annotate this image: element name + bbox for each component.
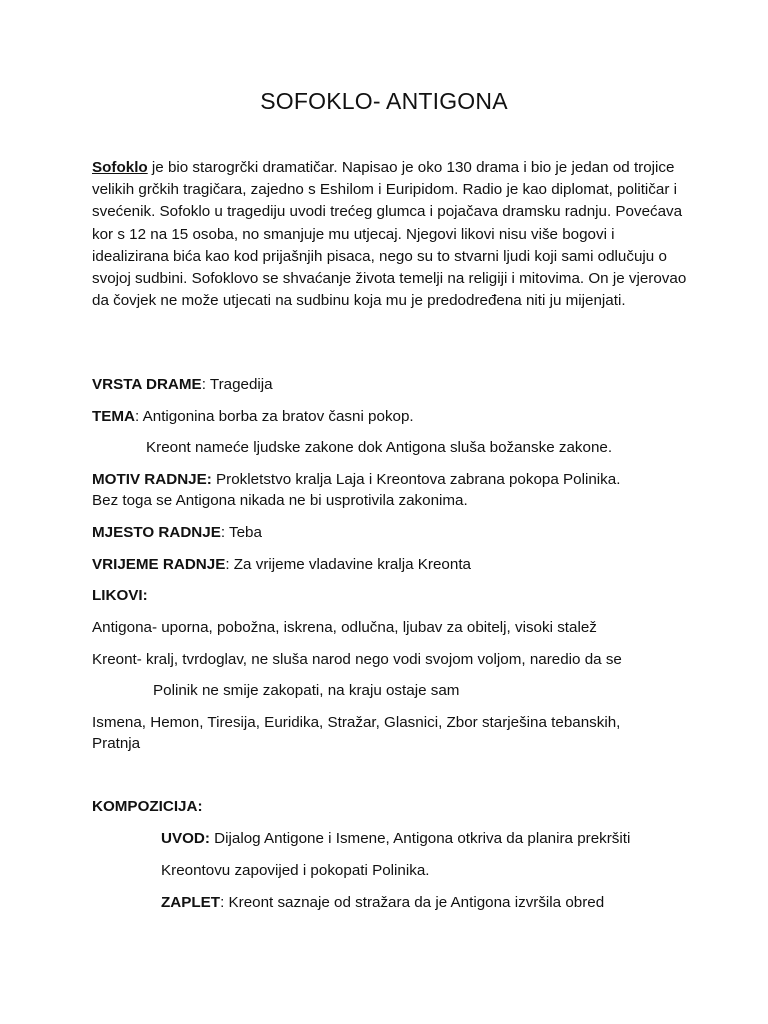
likovi-ostali-line-2: Pratnja <box>92 735 141 752</box>
motiv-radnje-value: Prokletstvo kralja Laja i Kreontova zabrana pokopa Polinika. <box>211 471 621 488</box>
mjesto-radnje-label: MJESTO RADNJE <box>92 524 221 541</box>
likovi-antigona: Antigona- uporna, pobožna, iskrena, odlučna, ljubav za obitelj, visoki stalež <box>92 619 597 636</box>
author-name: Sofoklo <box>92 159 148 176</box>
tema-continuation: Kreont nameće ljudske zakone dok Antigona sluša božanske zakone. <box>146 439 613 456</box>
tema-label: TEMA <box>92 408 136 425</box>
uvod-label: UVOD: <box>161 830 210 847</box>
vrijeme-radnje-value: : Za vrijeme vladavine kralja Kreonta <box>225 556 471 573</box>
vrijeme-radnje-label: VRIJEME RADNJE <box>92 556 226 573</box>
mjesto-radnje-line <box>92 523 712 543</box>
zaplet-text: : Kreont saznaje od stražara da je Antigona izvršila obred <box>220 894 605 911</box>
intro-text: je bio starogrčki dramatičar. Napisao je oko 130 drama i bio je jedan od trojice velikih grčkih tragičara, zajedno s Eshilom i Euripidom. Radio je kao diplomat, političar i svećenik. Sofoklo u tragediju uvodi trećeg glumca i pojačava dramsku radnju. Povećava kor s 12 na 15 osoba, no smanjuje mu utjecaj. Njegovi likovi nisu više bogovi i idealizirana bića kao kod prijašnjih pisaca, nego su to stvarni ljudi koji sami odlučuju o svojoj sudbini. Sofoklovo se shvaćanje života temelji na religiji i mitovima. On je vjerovao da čovjek ne može utjecati na sudbinu koja mu je predodređena niti ju mijenjati. <box>92 159 687 310</box>
mjesto-radnje-value: : Teba <box>220 524 262 541</box>
vrsta-drame-value: : Tragedija <box>201 376 273 393</box>
likovi-kreont: Kreont- kralj, tvrdoglav, ne sluša narod nego vodi svojom voljom, naredio da se <box>92 651 622 668</box>
uvod-line <box>161 829 768 849</box>
page-title: SOFOKLO- ANTIGONA <box>260 88 508 114</box>
uvod-continuation: Kreontovu zapovijed i pokopati Polinika. <box>161 862 430 879</box>
likovi-label: LIKOVI <box>92 587 143 604</box>
likovi-kreont-continuation: Polinik ne smije zakopati, na kraju ostaje sam <box>153 682 460 699</box>
motiv-continuation: Bez toga se Antigona nikada ne bi usprotivila zakonima. <box>92 492 468 509</box>
vrsta-drame-line <box>92 375 712 395</box>
vrijeme-radnje-line <box>92 555 712 575</box>
likovi-heading <box>92 586 712 606</box>
motiv-radnje-line <box>92 470 712 490</box>
likovi-ostali-line-1: Ismena, Hemon, Tiresija, Euridika, Stražar, Glasnici, Zbor starješina tebanskih, <box>92 714 621 731</box>
tema-line <box>92 407 712 427</box>
intro-paragraph <box>92 157 692 312</box>
tema-value: : Antigonina borba za bratov časni pokop. <box>135 408 414 425</box>
zaplet-line <box>161 893 768 913</box>
kompozicija-heading <box>92 797 712 817</box>
likovi-colon: : <box>142 587 148 604</box>
motiv-radnje-label: MOTIV RADNJE: <box>92 471 212 488</box>
vrsta-drame-label: VRSTA DRAME <box>92 376 202 393</box>
kompozicija-label: KOMPOZICIJA: <box>92 798 203 815</box>
uvod-text: Dijalog Antigone i Ismene, Antigona otkriva da planira prekršiti <box>209 830 631 847</box>
zaplet-label: ZAPLET <box>161 894 221 911</box>
